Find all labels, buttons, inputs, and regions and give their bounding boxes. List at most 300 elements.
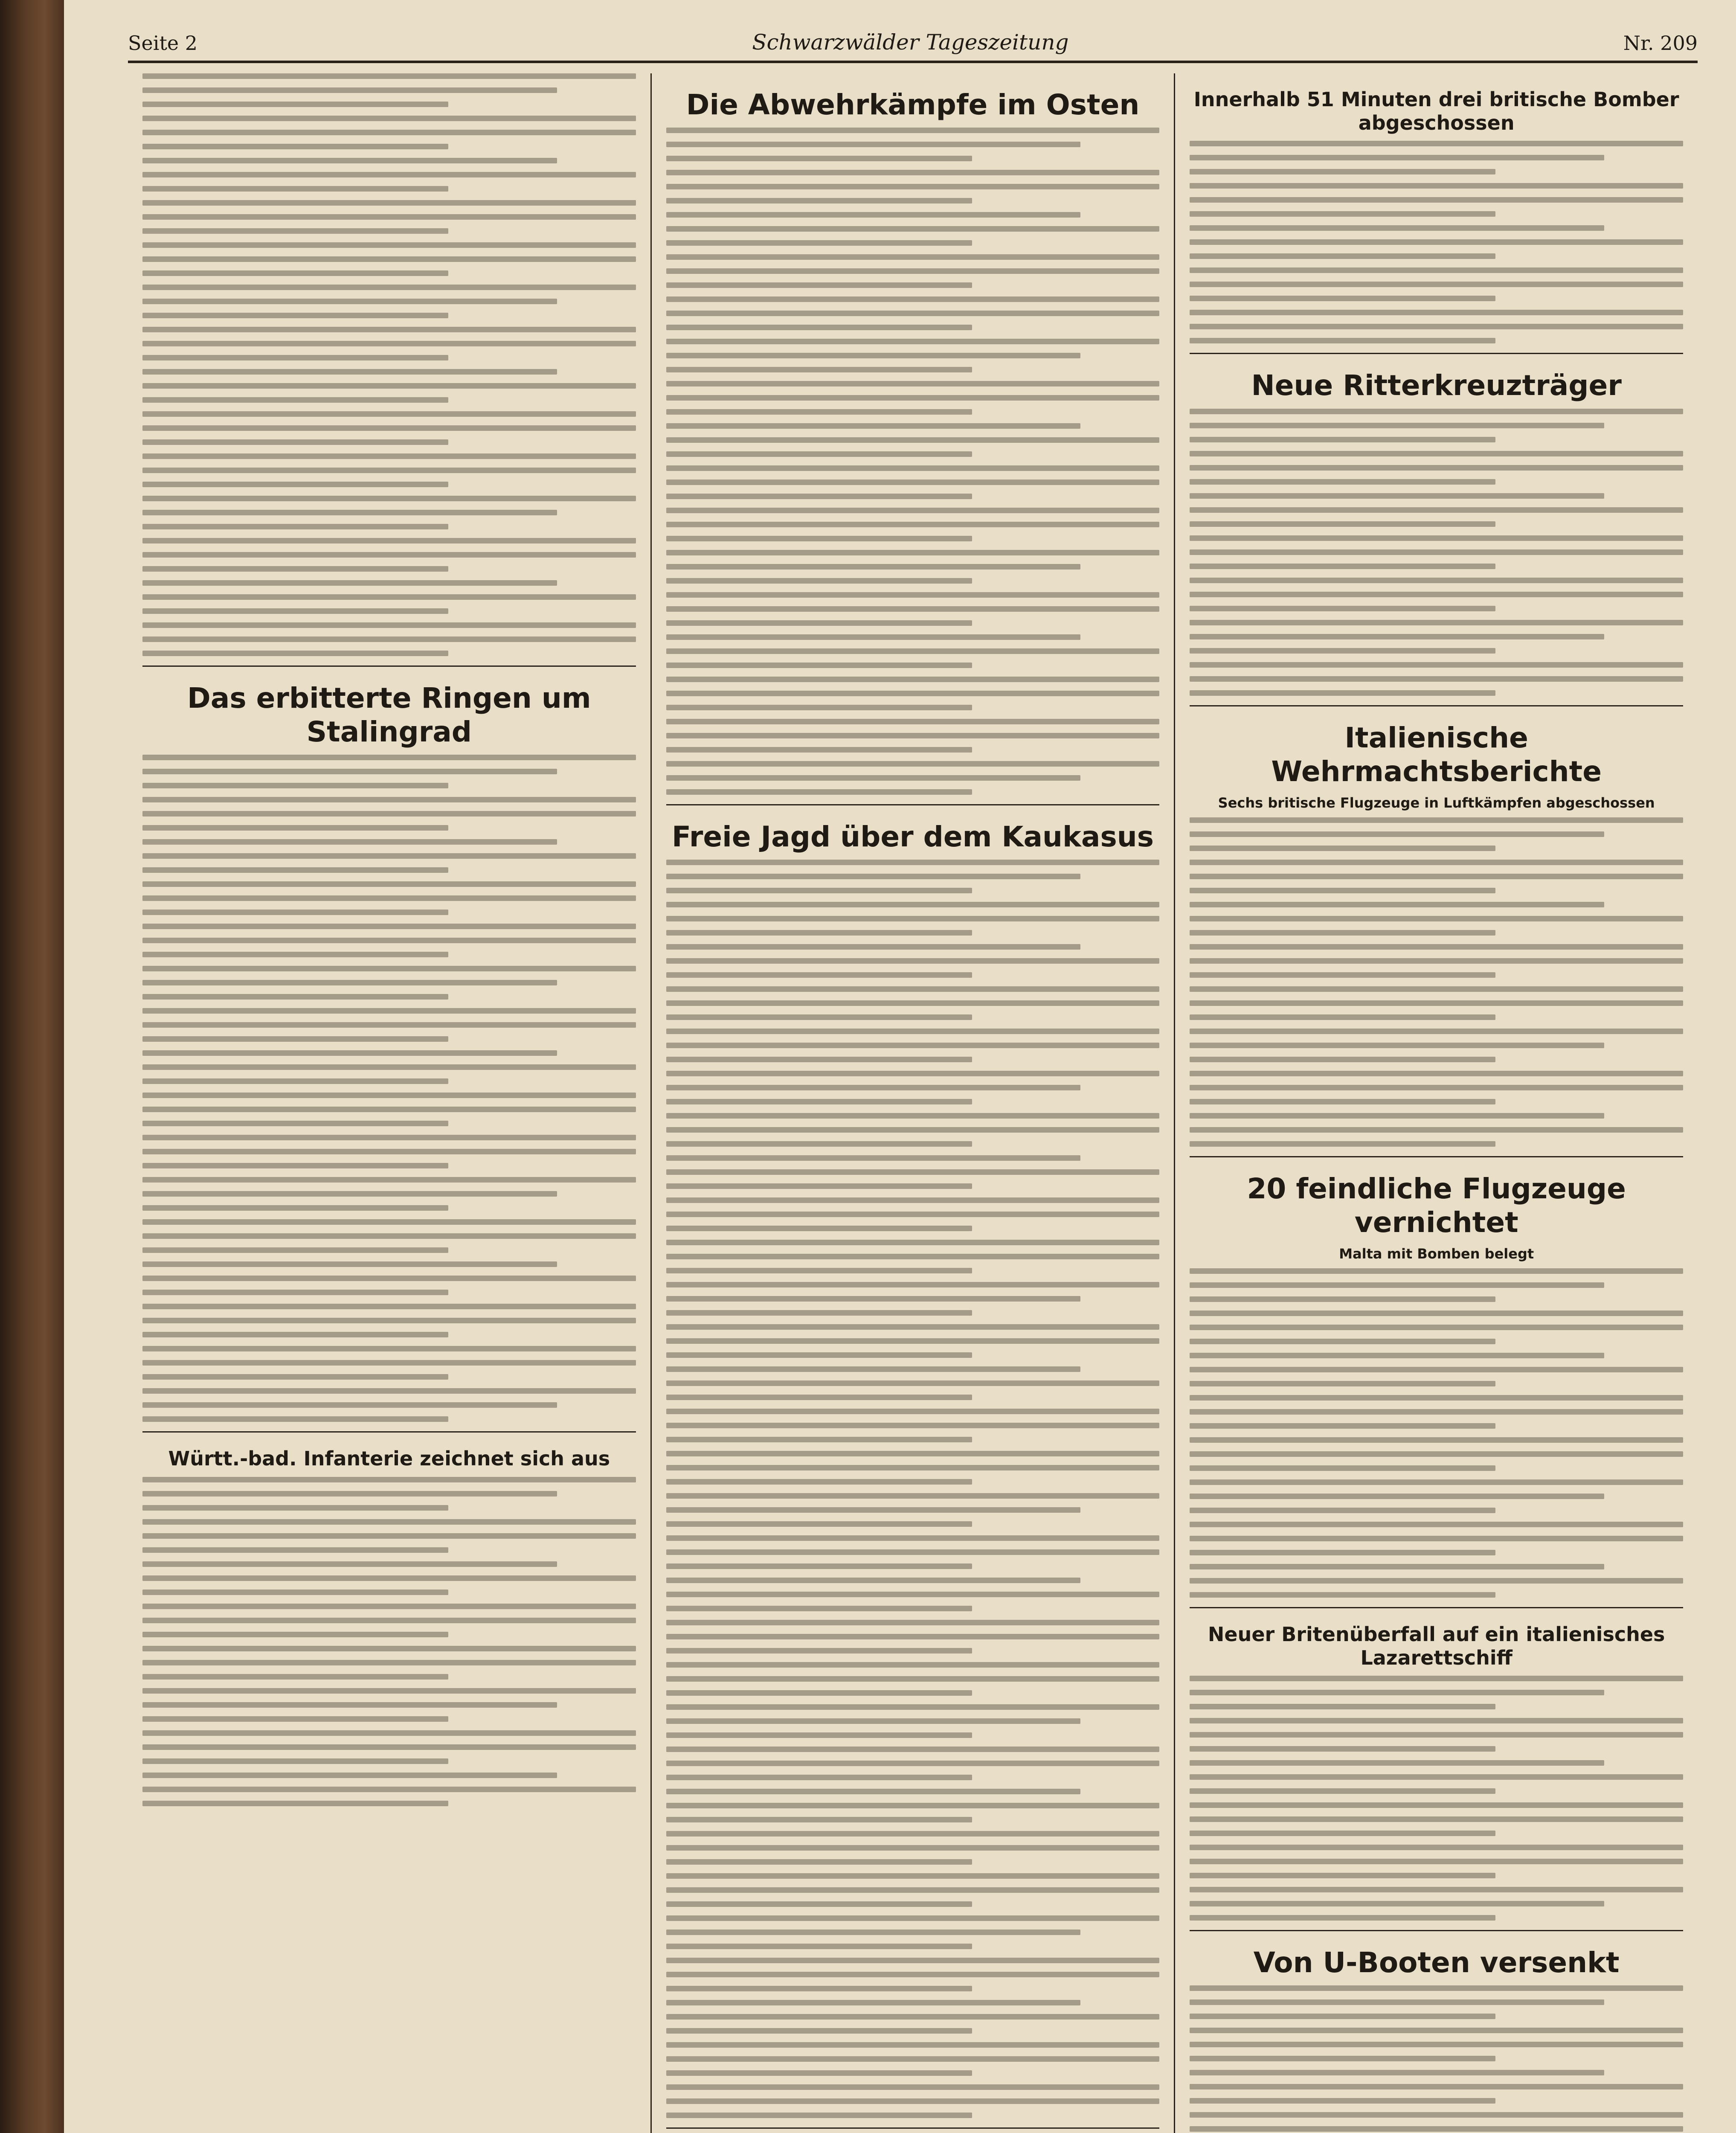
article-divider [142,665,636,667]
text-line [1190,2098,1495,2104]
text-line [142,1318,636,1323]
text-line [1190,1296,1495,1302]
text-line [142,636,636,642]
text-line [666,1535,1160,1541]
text-line [1190,1395,1683,1401]
text-line [666,1521,972,1527]
text-line [1190,409,1683,414]
text-line [142,1801,448,1806]
text-line [142,881,636,887]
text-line [666,620,972,626]
text-line [142,1008,636,1014]
text-line [1190,2084,1683,2089]
text-line [1190,1845,1683,1850]
text-line [666,325,972,330]
text-line [666,268,1160,274]
text-line [142,910,448,915]
text-line [142,1575,636,1581]
text-line [1190,1409,1683,1415]
text-line [142,566,448,572]
text-line [1190,1113,1604,1119]
text-line [666,1789,1081,1794]
text-line [142,1276,636,1281]
article-subheadline: Sechs britische Flugzeuge in Luftkämpfen abgeschossen [1218,794,1655,811]
article-headline: 20 feindliche Flugzeuge vernichtet [1247,1172,1626,1239]
text-line [666,2014,1160,2020]
text-line [142,1646,636,1651]
article-body [666,860,1160,2118]
text-line [142,1374,448,1380]
text-line [142,1674,448,1680]
text-line [666,128,1160,133]
text-line [1190,521,1495,527]
article-body [1190,409,1683,696]
text-line [142,87,557,93]
text-line [1190,606,1495,611]
text-line [142,594,636,600]
text-line [1190,1381,1495,1386]
text-line [666,2000,1081,2005]
text-line [666,958,1160,964]
text-line [666,353,1081,358]
text-line [1190,1325,1683,1330]
text-line [666,311,1160,316]
article-body [142,73,636,656]
text-line [666,142,1081,147]
text-line [666,888,972,893]
text-line [666,423,1081,429]
text-line [1190,1000,1683,1006]
text-line [1190,1085,1683,1090]
text-line [142,1618,636,1623]
article-headline: Neue Ritterkreuzträger [1251,369,1622,402]
text-line [1190,676,1683,682]
text-line [666,2084,1160,2090]
text-line [142,411,636,417]
text-line [1190,549,1683,555]
text-line [142,130,636,135]
text-line [666,648,1160,654]
article-headline: Das erbitterte Ringen um Stalingrad [187,682,591,749]
text-line [142,1290,448,1295]
article-headline: Von U-Booten versenkt [1253,1946,1620,1979]
text-line [1190,874,1683,879]
text-line [1190,1014,1495,1020]
article-divider [1190,1930,1683,1931]
text-line [666,1127,1160,1133]
article-body [1190,141,1683,343]
article-divider [1190,705,1683,706]
column-1 [128,73,652,2133]
text-line [1190,1311,1683,1316]
text-line [666,1972,1160,1977]
text-line [142,966,636,971]
text-line [1190,1887,1683,1892]
text-line [142,797,636,802]
text-line [1190,648,1495,654]
text-line [142,1304,636,1309]
text-line [142,952,448,957]
text-line [1190,1536,1683,1541]
text-line [142,811,636,817]
text-line [1190,2028,1683,2033]
text-line [1190,2070,1604,2075]
text-line [666,1620,1160,1625]
text-line [666,1901,972,1907]
text-line [142,172,636,177]
text-line [666,1141,972,1147]
text-line [1190,1043,1604,1048]
article-divider [666,804,1160,805]
text-line [666,1634,1160,1639]
text-line [142,482,448,487]
text-line [666,2070,972,2076]
text-line [1190,1494,1604,1499]
text-line [142,1064,636,1070]
text-line [666,592,1160,598]
text-line [666,1676,1160,1682]
text-line [1190,1367,1683,1372]
text-line [666,1310,972,1316]
text-line [142,1219,636,1225]
text-line [1190,1774,1683,1780]
text-line [1190,634,1604,639]
text-line [666,409,972,415]
text-line [666,705,972,710]
text-line [1190,1802,1683,1808]
text-line [1190,817,1683,823]
text-line [142,383,636,389]
text-line [666,874,1081,879]
text-line [1190,662,1683,668]
text-line [666,451,972,457]
text-line [1190,592,1683,597]
text-line [142,1660,636,1665]
text-line [1190,930,1495,936]
text-line [142,285,636,290]
text-line [142,1261,557,1267]
text-line [666,775,1081,781]
text-line [1190,239,1683,245]
text-line [666,1648,972,1654]
text-line [142,825,448,831]
text-line [666,1437,972,1442]
text-line [1190,324,1683,329]
page-label: Seite 2 [128,32,198,55]
text-line [666,282,972,288]
text-line [666,1409,1160,1414]
text-line [666,1479,972,1485]
text-line [666,916,1160,921]
text-line [666,719,1160,724]
text-line [1190,1339,1495,1344]
text-line [142,510,557,515]
text-line [142,1744,636,1750]
text-line [1190,916,1683,921]
text-line [1190,1282,1604,1288]
text-line [666,395,1160,401]
text-line [142,256,636,262]
column-2 [652,73,1176,2133]
text-line [142,102,448,107]
text-line [666,634,1081,640]
text-line [142,1505,448,1511]
text-line [1190,620,1683,625]
text-line [142,938,636,943]
text-line [142,439,448,445]
text-line [142,1346,636,1351]
text-line [666,1197,1160,1203]
text-line [1190,479,1495,485]
text-line [1190,2056,1495,2061]
text-line [1190,437,1495,442]
text-line [666,1930,1081,1935]
text-line [666,1887,1160,1893]
text-line [142,1519,636,1525]
text-line [666,902,1160,907]
text-line [142,1149,636,1154]
text-line [666,1296,1081,1302]
text-line [666,1282,1160,1287]
text-line [1190,1099,1495,1104]
issue-number: Nr. 209 [1623,32,1698,55]
text-line [142,608,448,614]
text-line [666,761,1160,767]
text-line [142,1163,448,1168]
text-line [666,536,972,541]
text-line [666,1662,1160,1668]
text-line [142,1758,448,1764]
text-line [142,1050,557,1056]
article-body [1190,1676,1683,1921]
article-body [1190,1268,1683,1598]
text-line [142,1533,636,1539]
text-line [666,296,1160,302]
text-line [666,1014,972,1020]
text-line [142,1121,448,1126]
text-line [666,1029,1160,1034]
text-line [666,1845,1160,1851]
article-headline: Innerhalb 51 Minuten drei britische Bomber abgeschossen [1193,88,1679,135]
column-container [128,73,1698,2133]
text-line [666,1732,972,1738]
text-line [1190,1071,1683,1076]
text-line [666,437,1160,443]
text-line [666,944,1081,950]
text-line [666,1465,1160,1470]
text-line [1190,451,1683,456]
text-line [666,1704,1160,1710]
text-line [142,867,448,873]
text-line [666,508,1160,513]
text-line [1190,1732,1683,1738]
text-line [666,1057,972,1062]
text-line [142,1093,636,1098]
text-line [666,1493,1160,1499]
text-line [1190,141,1683,146]
article-subheadline: Malta mit Bomben belegt [1339,1245,1534,1262]
text-line [666,1324,1160,1330]
text-line [666,494,972,499]
text-line [666,930,972,936]
text-line [142,1388,636,1394]
text-line [1190,860,1683,865]
text-line [142,144,448,149]
text-line [1190,267,1683,273]
text-line [142,1360,636,1366]
text-line [142,1247,448,1253]
text-line [142,524,448,529]
text-line [666,578,972,584]
text-line [1190,1550,1495,1555]
text-line [666,1915,1160,1921]
text-line [666,860,1160,865]
article-body [1190,1985,1683,2133]
text-line [666,663,972,668]
text-line [142,1078,448,1084]
text-line [666,170,1160,175]
text-line [1190,564,1495,569]
text-line [1190,1268,1683,1274]
text-line [666,2042,1160,2048]
text-line [142,1177,636,1183]
text-line [666,184,1160,189]
text-line [666,1000,1160,1006]
text-line [1190,944,1683,950]
text-line [1190,1704,1495,1709]
text-line [142,73,636,79]
text-line [1190,1859,1683,1864]
text-line [666,240,972,246]
text-line [666,2028,972,2034]
text-line [142,538,636,543]
text-line [142,1590,448,1595]
article-body [142,755,636,1422]
text-line [142,1022,636,1028]
text-line [1190,578,1683,583]
text-line [1190,211,1495,217]
article-divider [1190,1607,1683,1608]
text-line [142,299,557,304]
column-3 [1175,73,1698,2133]
text-line [1190,972,1495,978]
text-line [142,651,448,656]
text-line [142,1547,448,1553]
text-line [142,895,636,901]
text-line [666,1395,972,1400]
text-line [142,994,448,1000]
text-line [1190,1029,1683,1034]
text-line [666,1944,972,1949]
text-line [666,212,1081,218]
text-line [1190,986,1683,992]
text-line [142,1233,636,1239]
text-line [142,200,636,206]
text-line [142,1787,636,1792]
text-line [1190,1690,1604,1695]
text-line [142,580,557,586]
text-line [142,1491,557,1497]
article-body [142,1477,636,1806]
text-line [666,1254,1160,1259]
text-line [1190,888,1495,893]
text-line [1190,2042,1683,2047]
text-line [142,242,636,248]
text-line [142,853,636,859]
text-line [142,924,636,929]
text-line [1190,831,1604,837]
text-line [666,1169,1160,1175]
text-line [142,552,636,558]
text-line [142,1561,557,1567]
text-line [1190,338,1495,343]
text-line [666,1366,1081,1372]
text-line [666,747,972,753]
text-line [1190,1578,1683,1584]
text-line [666,733,1160,738]
text-line [142,622,636,628]
text-line [666,1226,972,1231]
text-line [142,1632,448,1637]
text-line [666,465,1160,471]
article-headline: Neuer Britenüberfall auf ein italienisches Lazarettschiff [1208,1622,1665,1669]
text-line [1190,1718,1683,1723]
text-line [142,327,636,332]
text-line [666,1592,1160,1597]
text-line [666,1085,1081,1090]
text-line [666,1958,1160,1963]
text-line [666,1451,1160,1456]
text-line [1190,846,1495,851]
text-line [666,254,1160,260]
article-headline: Die Abwehrkämpfe im Osten [686,88,1140,121]
text-line [1190,493,1604,499]
text-line [142,1036,448,1042]
text-line [1190,690,1495,696]
text-line [1190,282,1683,287]
text-line [1190,958,1683,964]
text-line [142,313,448,318]
book-binding [0,0,64,2133]
text-line [1190,2126,1683,2132]
text-line [666,1775,972,1780]
text-line [142,1135,636,1140]
masthead: Schwarzwälder Tageszeitung [752,30,1069,55]
text-line [666,2113,972,2118]
text-line [1190,183,1683,189]
text-line [1190,2014,1495,2019]
text-line [666,1155,1081,1161]
text-line [142,116,636,121]
page-header [128,30,1698,63]
text-line [1190,1465,1495,1471]
text-line [666,564,1081,570]
text-line [1190,1746,1495,1752]
text-line [666,1183,972,1189]
text-line [666,1831,1160,1837]
text-line [142,1416,448,1422]
text-line [666,2056,1160,2062]
text-line [666,972,972,978]
text-line [666,1606,972,1611]
text-line [1190,1788,1495,1794]
text-line [666,1761,1160,1766]
article-headline: Württ.-bad. Infanterie zeichnet sich aus [168,1447,610,1470]
text-line [142,355,448,360]
text-line [666,1071,1160,1076]
text-line [666,1113,1160,1119]
text-line [1190,225,1604,231]
